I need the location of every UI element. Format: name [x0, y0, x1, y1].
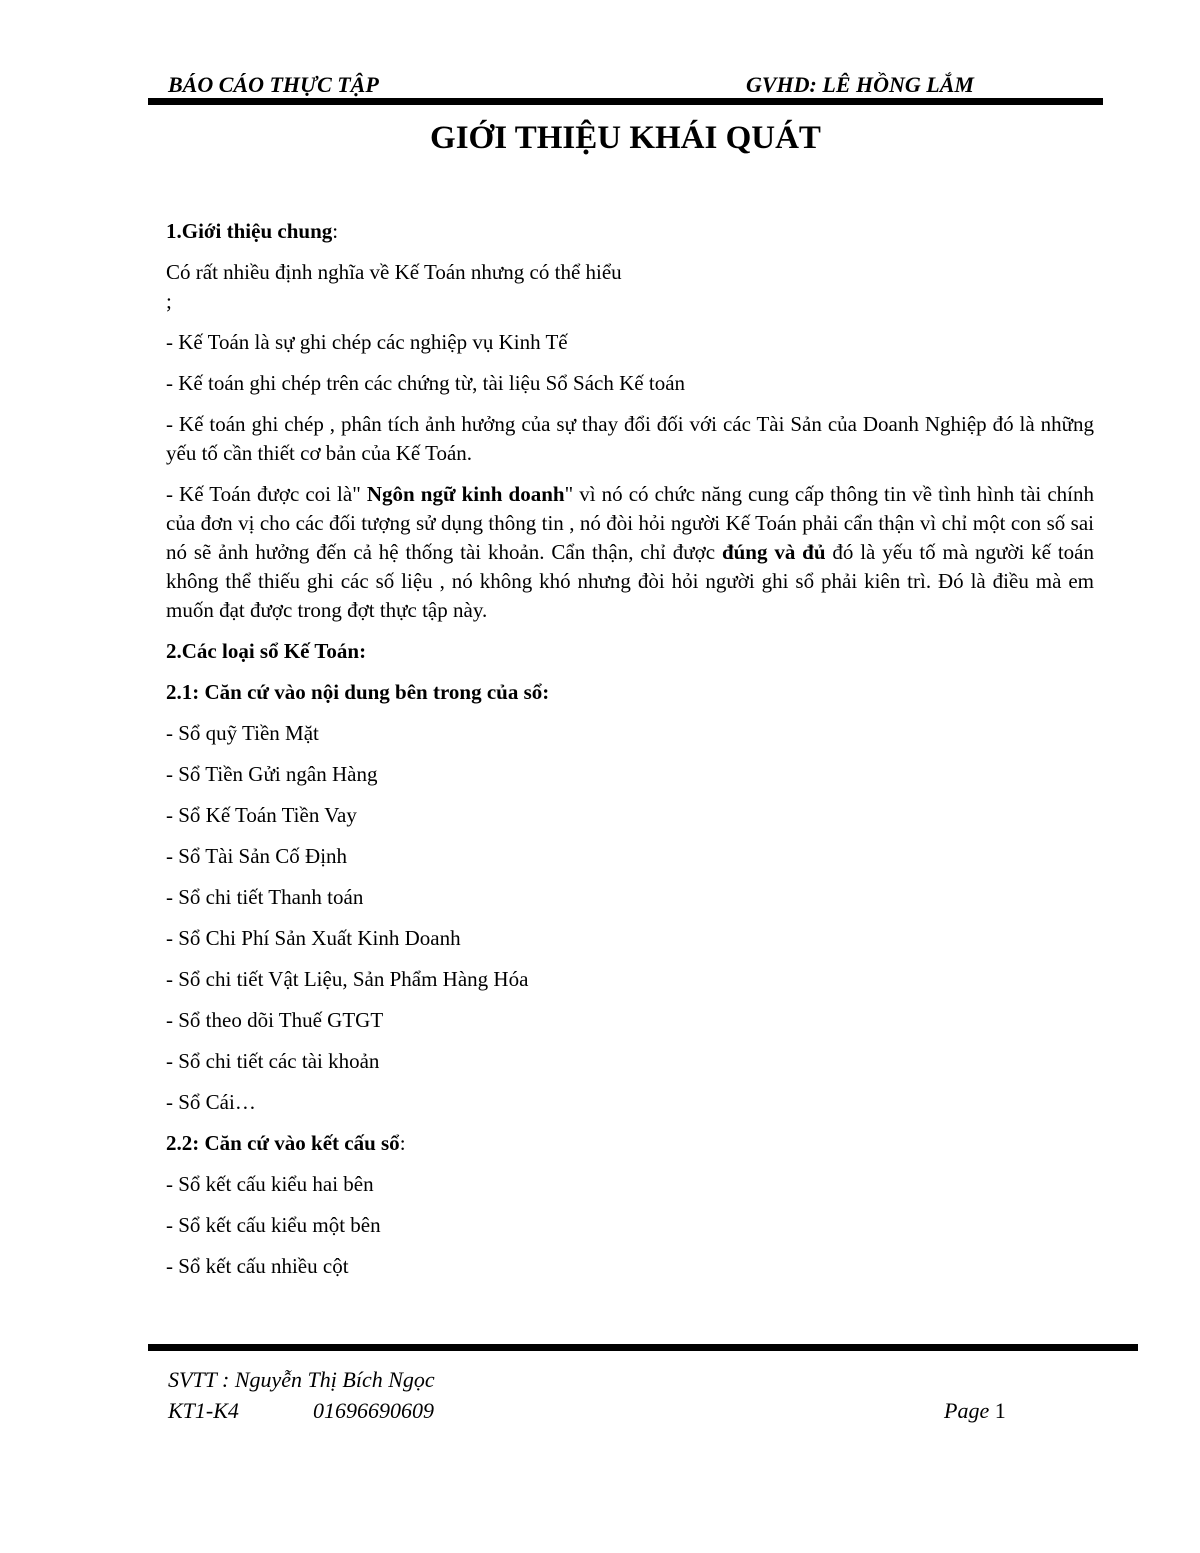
page-label: Page [944, 1398, 990, 1423]
section2-2-heading: 2.2: Căn cứ vào kết cấu sổ [166, 1131, 400, 1155]
ledger-item: - Sổ Tiền Gửi ngân Hàng [166, 762, 378, 786]
paragraph-emphasis: Ngôn ngữ kinh doanh [360, 482, 565, 506]
footer-class: KT1-K4 [168, 1398, 239, 1423]
paragraph-text: đó là yếu tố mà người kế toán không thể thiếu ghi các số liệu , nó không khó nhưng đòi hỏi người ghi sổ phải kiên trì. Đó là điều mà em muốn đạt được trong đợt thực tập này. [166, 540, 1094, 622]
section1-item: - Kế toán ghi chép trên các chứng từ, tài liệu Sổ Sách Kế toán [166, 371, 686, 395]
paragraph-text: " vì nó có chức năng cung cấp thông tin về tình hình tài chính của đơn vị cho các đối tượng sử dụng thông tin , nó đòi hỏi người Kế Toán phải cẩn thận vì chỉ một con số sai nó sẽ ảnh hưởng đến cả hệ thống tài khoản. Cẩn thận, chỉ được [166, 482, 1094, 564]
structure-item: - Sổ kết cấu nhiều cột [166, 1254, 349, 1278]
section1-intro-semicolon: ; [166, 289, 172, 313]
paragraph-text: - Kế Toán được coi là" [166, 482, 361, 506]
page-number: 1 [994, 1398, 1006, 1423]
document-body [166, 217, 1094, 1293]
section2-heading: 2.Các loại sổ Kế Toán: [166, 639, 367, 663]
header-report-title: BÁO CÁO THỰC TẬP [168, 72, 379, 97]
section1-intro: Có rất nhiều định nghĩa về Kế Toán nhưng có thể hiểu [166, 260, 622, 284]
footer-rule [148, 1344, 1138, 1351]
structure-item: - Sổ kết cấu kiểu hai bên [166, 1172, 374, 1196]
ledger-item: - Sổ chi tiết Vật Liệu, Sản Phẩm Hàng Hóa [166, 967, 529, 991]
section1-paragraph [166, 480, 1094, 625]
section1-heading-line [166, 217, 1094, 246]
page-title: GIỚI THIỆU KHÁI QUÁT [430, 120, 821, 156]
section1-heading: 1.Giới thiệu chung [166, 219, 333, 243]
ledger-item: - Sổ chi tiết Thanh toán [166, 885, 364, 909]
ledger-item: - Sổ chi tiết các tài khoản [166, 1049, 380, 1073]
footer-student: SVTT : Nguyễn Thị Bích Ngọc [168, 1367, 435, 1392]
header-rule [148, 98, 1103, 105]
footer-phone: 01696690609 [313, 1398, 434, 1423]
section1-item: - Kế toán ghi chép , phân tích ảnh hưởng của sự thay đổi đối với các Tài Sản của Doanh Nghiệp đó là những yếu tố cần thiết cơ bản của Kế Toán. [166, 412, 1094, 465]
section2-2-heading-line [166, 1129, 1094, 1158]
section2-2-heading-colon: : [399, 1131, 406, 1155]
section1-item: - Kế Toán là sự ghi chép các nghiệp vụ Kinh Tế [166, 330, 568, 354]
ledger-item: - Sổ Kế Toán Tiền Vay [166, 803, 357, 827]
footer-page [944, 1398, 1006, 1424]
ledger-item: - Sổ quỹ Tiền Mặt [166, 721, 319, 745]
ledger-item: - Sổ Tài Sản Cố Định [166, 844, 348, 868]
paragraph-emphasis: đúng và đủ [721, 540, 826, 564]
structure-item: - Sổ kết cấu kiểu một bên [166, 1213, 381, 1237]
section2-1-heading: 2.1: Căn cứ vào nội dung bên trong của sổ: [166, 680, 550, 704]
header-supervisor: GVHD: LÊ HỒNG LẮM [746, 72, 974, 97]
ledger-item: - Sổ Cái… [166, 1090, 256, 1114]
section1-heading-colon: : [332, 219, 339, 243]
ledger-item: - Sổ theo dõi Thuế GTGT [166, 1008, 384, 1032]
ledger-item: - Sổ Chi Phí Sản Xuất Kinh Doanh [166, 926, 461, 950]
